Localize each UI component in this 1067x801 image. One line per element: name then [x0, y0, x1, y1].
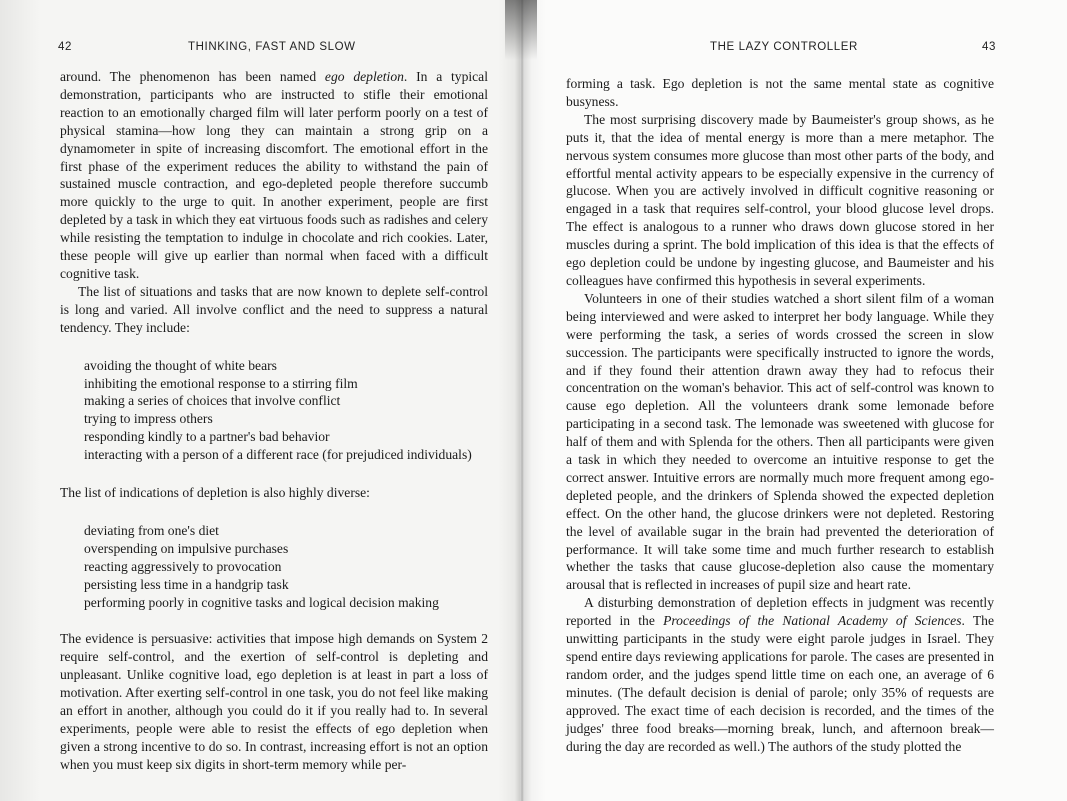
running-header: THE LAZY CONTROLLER	[710, 41, 858, 53]
running-header: THINKING, FAST AND SLOW	[188, 41, 356, 53]
paragraph: The evidence is persuasive: activities that impose high demands on System 2 require self-control, and the exertion of self-control is depleting and unpleasant. Unlike cognitive load, ego depletion is at least in part a loss of motivation. After exerting self-control in one task, you do not feel like making an effort in another, although you could do it if you really had to. In several experiments, people were able to resist the effects of ego depletion when given a strong incentive to do so. In contrast, increasing effort is not an option when you must keep six digits in short-term memory while per-	[60, 631, 488, 772]
page-number: 43	[982, 41, 996, 53]
depletion-indications-list	[84, 522, 488, 612]
list-item: making a series of choices that involve conflict	[84, 393, 341, 409]
text-run: A disturbing demonstration of depletion effects in judgment was recently reported in the	[566, 595, 994, 629]
paragraph: The most surprising discovery made by Baumeister's group shows, as he puts it, that the idea of mental energy is more than a mere metaphor. The nervous system consumes more glucose than most other parts of the body, and effortful mental activity appears to be especially expensive in the currency of glucose. When you are actively involved in difficult cognitive reasoning or engaged in a task that requires self-control, your blood glucose level drops. The effect is analogous to a runner who draws down glucose stored in her muscles during a sprint. The bold implication of this idea is that the effects of ego depletion could be undone by ingesting glucose, and Baumeister and his colleagues have confirmed this hypothesis in several experiments.	[566, 111, 994, 288]
italic-term: ego depletion	[324, 69, 404, 84]
paragraph	[566, 594, 994, 755]
list-item: inhibiting the emotional response to a stirring film	[84, 375, 358, 391]
paragraph: Volunteers in one of their studies watched a short silent film of a woman being interviewed and were asked to interpret her body language. While they were performing the task, a series of words crossed the screen in slow succession. The participants were specifically instructed to ignore the words, and if they found their attention drawn away they had to refocus their concentration on the woman's behavior. This act of self-control was known to cause ego depletion. All the volunteers drank some lemonade before participating in a second task. The lemonade was sweetened with glucose for half of them and with Splenda for the others. Then all participants were given a task in which they needed to overcome an intuitive response to get the correct answer. Intuitive errors are normally much more frequent among ego-depleted people, and the drinkers of Splenda showed the expected depletion effect. On the other hand, the glucose drinkers were not depleted. Restoring the level of available sugar in the brain had prevented the deterioration of performance. It will take some time and much further research to establish whether the tasks that cause glucose-depletion also cause the momentary arousal that is reflected in increases of pupil size and heart rate.	[566, 290, 994, 593]
page-number: 42	[58, 41, 72, 53]
list-item: avoiding the thought of white bears	[84, 357, 277, 373]
list-item: responding kindly to a partner's bad behavior	[84, 429, 330, 445]
list-item: performing poorly in cognitive tasks and logical decision making	[84, 594, 439, 610]
gutter-top-shadow	[505, 0, 537, 60]
spacer	[60, 464, 488, 484]
text-run: . In a typical demonstration, participants who are instructed to stifle their emotional reaction to an emotionally charged film will later perform poorly on a test of physical stamina—how long they can maintain a strong grip on a dynamometer in spite of increasing discomfort. The emotional effort in the first phase of the experiment reduces the ability to withstand the pain of sustained muscle contraction, and ego-depleted people therefore succumb more quickly to the urge to quit. In another experiment, people are first depleted by a task in which they eat virtuous foods such as radishes and celery while resisting the temptation to indulge in chocolate and rich cookies. Later, these people will give up earlier than normal when faced with a difficult cognitive task.	[60, 69, 488, 281]
spacer	[60, 611, 488, 630]
left-page	[0, 0, 520, 801]
right-page	[520, 0, 1067, 801]
depletion-tasks-list	[84, 357, 488, 464]
right-page-body	[566, 75, 994, 755]
paragraph: The list of indications of depletion is also highly diverse:	[60, 485, 370, 501]
text-run: around. The phenomenon has been named	[60, 69, 325, 84]
list-item: trying to impress others	[84, 411, 213, 427]
italic-journal-title: Proceedings of the National Academy of Sciences	[663, 613, 962, 629]
left-page-body	[60, 68, 488, 774]
list-item: reacting aggressively to provocation	[84, 558, 282, 574]
list-item: deviating from one's diet	[84, 522, 219, 538]
paragraph	[60, 68, 488, 283]
paragraph: The list of situations and tasks that are now known to deplete self-control is long and varied. All involve conflict and the need to suppress a natural tendency. They include:	[60, 283, 488, 335]
paragraph: forming a task. Ego depletion is not the same mental state as cognitive busyness.	[566, 76, 994, 109]
list-item: persisting less time in a handgrip task	[84, 576, 289, 592]
text-run: . The unwitting participants in the study were eight parole judges in Israel. They spend entire days reviewing applications for parole. The cases are presented in random order, and the judges spend little time on each one, an average of 6 minutes. (The default decision is denial of parole; only 35% of requests are approved. The exact time of each decision is recorded, and the times of the judges' three food breaks—morning break, lunch, and afternoon break—during the day are recorded as well.) The authors of the study plotted the	[566, 613, 994, 754]
book-gutter-shadow	[498, 0, 546, 801]
page-edge-shadow	[0, 0, 40, 801]
list-item: overspending on impulsive purchases	[84, 540, 289, 556]
list-item: interacting with a person of a different race (for prejudiced individuals)	[84, 447, 472, 463]
